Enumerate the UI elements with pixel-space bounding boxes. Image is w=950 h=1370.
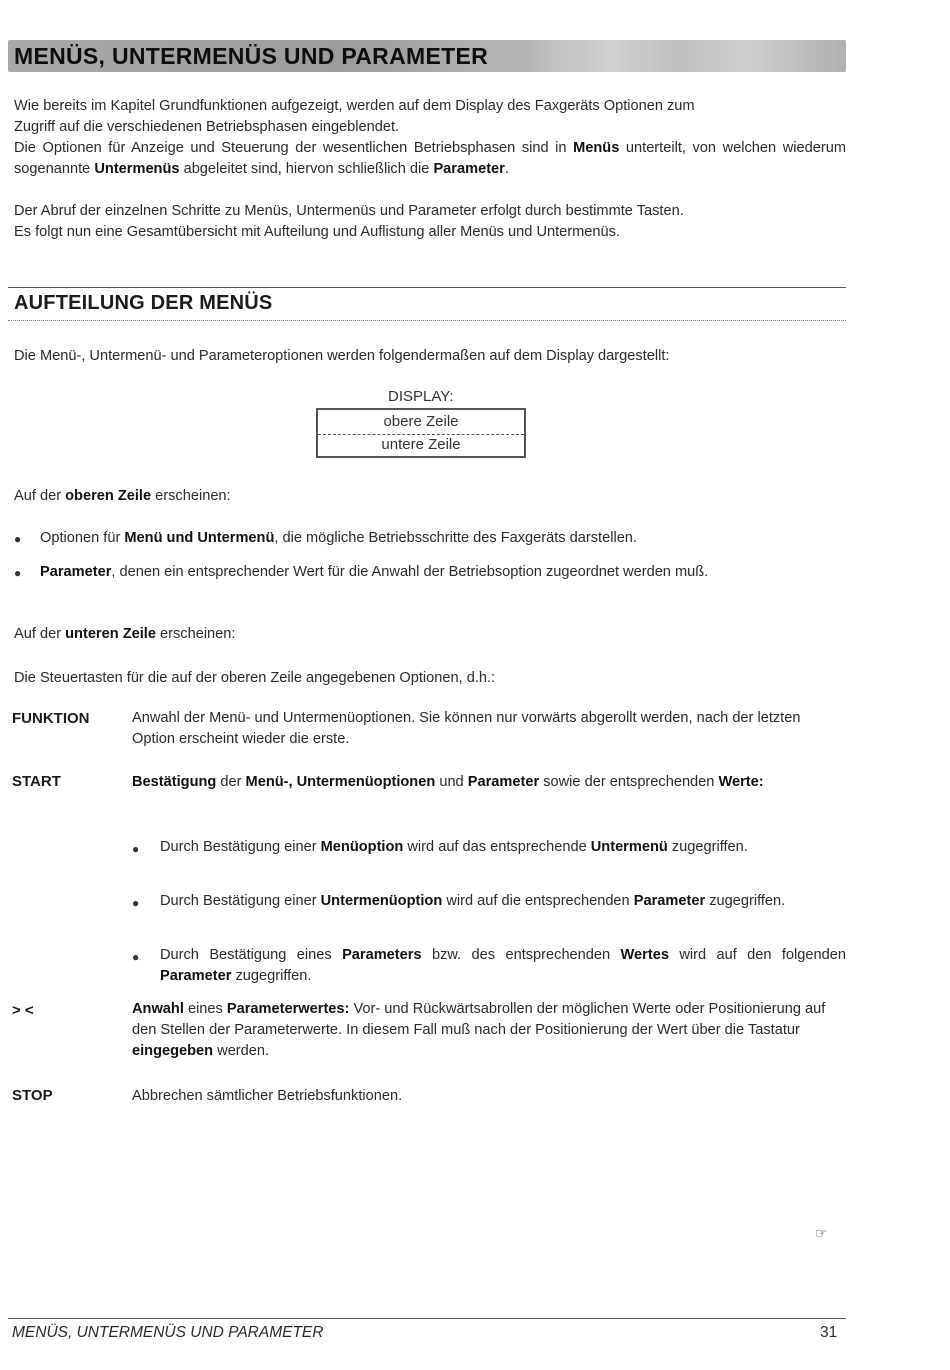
text: zugegriffen.: [671, 839, 748, 855]
bullet-icon: ●: [132, 842, 140, 856]
text: der: [220, 774, 242, 790]
display-label: DISPLAY:: [388, 388, 454, 405]
upper-row-intro: [14, 486, 846, 507]
bold-untere-zeile: unteren Zeile: [65, 626, 156, 642]
bullet-icon: ●: [14, 532, 22, 546]
text: unterteilt, von welchen wiederum sogenannte: [14, 140, 846, 177]
text: , die mögliche Betriebsschritte des Faxgeräts darstellen.: [274, 530, 637, 546]
footer-title: MENÜS, UNTERMENÜS UND PARAMETER: [12, 1324, 324, 1341]
text: eines: [187, 1001, 223, 1017]
start-sub-item-1: [160, 837, 846, 858]
section-heading: AUFTEILUNG DER MENÜS: [14, 292, 273, 314]
text: Durch Bestätigung eines: [160, 947, 332, 963]
intro-line-1: Wie bereits im Kapitel Grundfunktionen aufgezeigt, werden auf dem Display des Faxgeräts Optionen zum: [14, 98, 695, 114]
bold-menue-untermenue: Menü und Untermenü: [124, 530, 275, 546]
key-start-desc: [132, 772, 846, 793]
page-title: MENÜS, UNTERMENÜS UND PARAMETER: [14, 43, 488, 69]
key-funktion-desc: Anwahl der Menü- und Untermenüoptionen. Sie können nur vorwärts abgerollt werden, nach der letzten Option erscheint wieder die erste.: [132, 710, 801, 747]
bold-parameter: Parameter: [633, 893, 706, 909]
bold-parameters: Parameters: [342, 947, 422, 963]
text: erscheinen:: [155, 488, 231, 504]
display-diagram: [316, 408, 526, 458]
bold-menueoption: Menüoption: [320, 839, 404, 855]
key-funktion: FUNKTION: [12, 710, 90, 727]
intro-p3-line-1: Der Abruf der einzelnen Schritte zu Menüs, Untermenüs und Parameter erfolgt durch bestimmte Tasten.: [14, 203, 684, 219]
key-arrows-desc: [132, 999, 846, 1062]
key-arrows: > <: [12, 1002, 34, 1019]
intro-paragraph-3: [14, 201, 846, 243]
text: bzw. des entsprechenden: [431, 947, 611, 963]
text: Auf der: [14, 626, 62, 642]
bullet-icon: ●: [132, 896, 140, 910]
bullet-icon: ●: [14, 566, 22, 580]
display-separator: [318, 434, 524, 435]
display-lower-row: untere Zeile: [381, 436, 461, 453]
bold-untermenue: Untermenü: [590, 839, 668, 855]
bullet-item-2: [40, 562, 846, 583]
text: , denen ein entsprechender Wert für die Anwahl der Betriebsoption zugeordnet werden muß.: [111, 564, 709, 580]
pointing-hand-icon: ☞: [815, 1225, 828, 1241]
text: sowie der entsprechenden: [543, 774, 715, 790]
intro-line-2: Zugriff auf die verschiedenen Betriebsphasen eingeblendet.: [14, 119, 400, 135]
bold-parameter: Parameter: [160, 968, 232, 984]
text: zugegriffen.: [709, 893, 786, 909]
text: wird auf die entsprechenden: [446, 893, 630, 909]
text: werden.: [217, 1043, 270, 1059]
text: .: [504, 161, 509, 177]
title-banner: [8, 40, 846, 72]
bold-eingegeben: eingegeben: [132, 1043, 214, 1059]
key-start: START: [12, 773, 61, 790]
bold-menue-untermenueoptionen: Menü-, Untermenüoptionen: [245, 774, 436, 790]
text: und: [439, 774, 464, 790]
bold-anwahl: Anwahl: [132, 1001, 184, 1017]
text: abgeleitet sind, hiervon schließlich die: [183, 161, 430, 177]
bold-wertes: Wertes: [620, 947, 669, 963]
section-rule-bottom: [8, 320, 846, 321]
text: Durch Bestätigung einer: [160, 839, 317, 855]
text: Optionen für: [40, 530, 121, 546]
bold-parameterwertes: Parameterwertes:: [226, 1001, 350, 1017]
text: Die Optionen für Anzeige und Steuerung der wesentlichen Betriebsphasen sind in: [14, 140, 567, 156]
intro-p3-line-2: Es folgt nun eine Gesamtübersicht mit Aufteilung und Auflistung aller Menüs und Untermenüs.: [14, 224, 620, 240]
intro-paragraph: [14, 96, 846, 138]
text: Vor- und Rückwärtsabrollen der möglichen Werte oder Positionierung auf den Stellen der Parameterwerte. In diesem Fall muß nach der Positionierung der Wert über die Tastatur: [132, 1001, 826, 1038]
text: erscheinen:: [160, 626, 236, 642]
section-lead: Die Menü-, Untermenü- und Parameteroptionen werden folgendermaßen auf dem Display dargestellt:: [14, 348, 670, 364]
bold-untermenues: Untermenüs: [94, 161, 180, 177]
display-upper-row: obere Zeile: [383, 413, 459, 430]
text: wird auf das entsprechende: [407, 839, 587, 855]
key-stop: STOP: [12, 1087, 53, 1104]
keys-lead: Die Steuertasten für die auf der oberen Zeile angegebenen Optionen, d.h.:: [14, 670, 496, 686]
text: Durch Bestätigung einer: [160, 893, 317, 909]
bold-werte: Werte:: [718, 774, 764, 790]
bold-parameter: Parameter: [433, 161, 505, 177]
lower-row-intro: [14, 624, 846, 645]
text: zugegriffen.: [235, 968, 312, 984]
text: wird auf den folgenden: [679, 947, 846, 963]
page-number: 31: [820, 1324, 838, 1341]
bullet-item-1: [40, 528, 846, 549]
bold-parameter: Parameter: [40, 564, 112, 580]
bold-untermenueoption: Untermenüoption: [320, 893, 443, 909]
start-sub-item-3: [160, 945, 846, 987]
bullet-icon: ●: [132, 950, 140, 964]
text: Auf der: [14, 488, 62, 504]
start-sub-item-2: [160, 891, 846, 912]
footer-rule: [8, 1318, 846, 1319]
key-stop-desc: Abbrechen sämtlicher Betriebsfunktionen.: [132, 1088, 403, 1104]
intro-paragraph-2: [14, 138, 846, 180]
bold-bestaetigung: Bestätigung: [132, 774, 217, 790]
bold-parameter: Parameter: [467, 774, 540, 790]
bold-menues: Menüs: [573, 140, 620, 156]
bold-obere-zeile: oberen Zeile: [65, 488, 152, 504]
section-rule-top: [8, 287, 846, 288]
